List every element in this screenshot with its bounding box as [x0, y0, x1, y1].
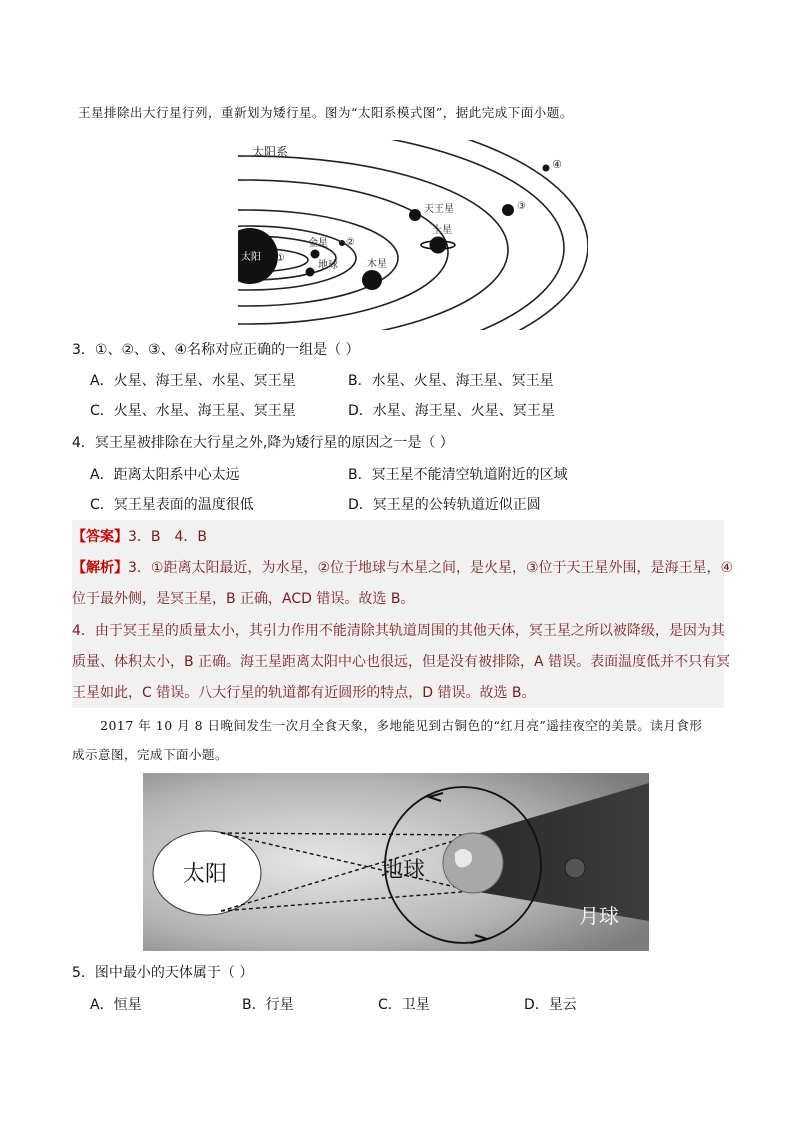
venus-body: [311, 250, 320, 259]
analysis-text-2: 位于最外侧，是冥王星，B 正确，ACD 错误。故选 B。: [72, 591, 415, 607]
lunar-eclipse-figure: [143, 773, 649, 951]
orbit-6: [238, 156, 508, 330]
q4-option-b: B．冥王星不能清空轨道附近的区域: [348, 467, 568, 483]
q3-option-a: A．火星、海王星、水星、冥王星: [90, 373, 296, 389]
label-n2: ②: [346, 237, 355, 248]
earth-label: 地球: [318, 260, 338, 271]
q5-option-b: B．行星: [242, 997, 294, 1013]
analysis-line-1: [72, 558, 733, 578]
jupiter-label: 木星: [367, 259, 387, 270]
neptune-body: [502, 204, 514, 216]
fig2-moon-label: 月球: [579, 904, 619, 928]
answer-text: 3．B 4．B: [128, 529, 208, 545]
mars-body: [339, 240, 345, 246]
q4-option-c: C．冥王星表面的温度很低: [90, 497, 254, 513]
analysis-label: 【解析】: [72, 560, 128, 576]
analysis-text-5: 王星如此，C 错误。八大行星的轨道都有近圆形的特点，D 错误。故选 B。: [72, 685, 536, 701]
orbit-7: [238, 140, 564, 330]
earth-globe: [443, 833, 503, 893]
q5-option-d: D．星云: [524, 997, 577, 1013]
label-n1: ①: [276, 253, 285, 264]
uranus-body: [409, 209, 421, 221]
uranus-label: 天王星: [424, 204, 454, 215]
answer-block: [72, 520, 724, 708]
solar-system-figure: [238, 140, 588, 330]
pluto-body: [543, 165, 550, 172]
q4-option-d: D．冥王星的公转轨道近似正圆: [348, 497, 541, 513]
q5-stem: 5．图中最小的天体属于（ ）: [72, 965, 254, 981]
analysis-text-1: 3．①距离太阳最近，为水星，②位于地球与木星之间，是火星，③位于天王星外围，是海王星，④: [128, 560, 734, 576]
q4-stem: 4．冥王星被排除在大行星之外,降为矮行星的原因之一是（ ）: [72, 435, 454, 451]
label-n3: ③: [517, 201, 526, 212]
intro2-line-1: 2017 年 10 月 8 日晚间发生一次月全食天象，多地能见到古铜色的“红月亮”遥挂夜空的美景。读月食形: [100, 718, 703, 733]
moon-body: [565, 858, 585, 878]
figure1-title: 太阳系: [252, 145, 289, 159]
q4-option-a: A．距离太阳系中心太远: [90, 467, 240, 483]
jupiter-body: [362, 270, 382, 290]
q5-option-c: C．卫星: [378, 997, 430, 1013]
fig2-sun-label: 太阳: [183, 862, 228, 887]
answer-line: [72, 527, 207, 547]
answer-label: 【答案】: [72, 529, 128, 545]
sun-label: 太阳: [241, 252, 261, 263]
q3-option-b: B．水星、火星、海王星、冥王星: [348, 373, 554, 389]
label-n4: ④: [552, 158, 562, 171]
intro2-line-2: 成示意图，完成下面小题。: [72, 747, 229, 762]
q5-option-a: A．恒星: [90, 997, 142, 1013]
saturn-label: 土星: [432, 225, 452, 236]
venus-label: 金星: [308, 238, 328, 249]
orbit-8: [238, 140, 588, 330]
q3-option-c: C．火星、水星、海王星、冥王星: [90, 403, 296, 419]
q3-option-d: D．水星、海王星、火星、冥王星: [348, 403, 555, 419]
q3-stem: 3．①、②、③、④名称对应正确的一组是（ ）: [72, 342, 360, 358]
analysis-text-3: 4．由于冥王星的质量太小，其引力作用不能清除其轨道周围的其他天体，冥王星之所以被降级，是因为其: [72, 623, 725, 639]
intro-line: 王星排除出大行星行列，重新划为矮行星。图为“太阳系模式图”，据此完成下面小题。: [78, 105, 573, 120]
analysis-text-4: 质量、体积太小，B 正确。海王星距离太阳中心也很远，但是没有被排除，A 错误。表面温度低并不只有冥: [72, 654, 731, 670]
earth-body: [306, 268, 315, 277]
fig2-earth-label: 地球: [381, 858, 426, 883]
saturn-body: [430, 237, 447, 254]
